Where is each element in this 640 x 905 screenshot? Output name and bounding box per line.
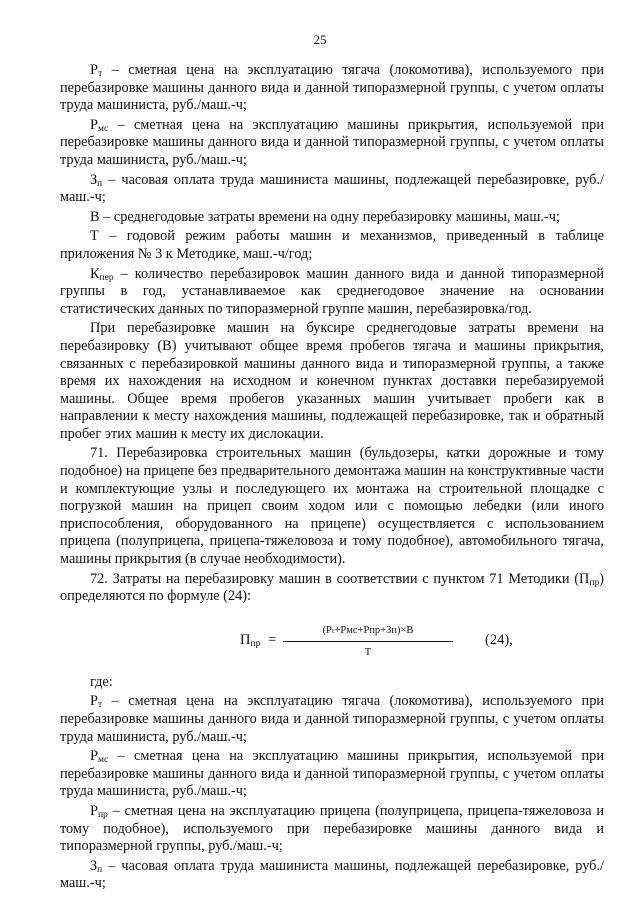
paragraph-text: – часовая оплата труда машиниста машины, подлежащей перебазировке, руб./маш.-ч; xyxy=(60,857,604,892)
formula-number: (24), xyxy=(485,631,513,648)
paragraph-text: При перебазировке машин на буксире среднегодовые затраты времени на перебазировку (В) учитывают общее время пробегов тягача и машины прикрытия, связанных с перебазировкой машины данного вида и типоразмерной группы, а также время их нахождения на исходном и конечном пунктах доставки перебазируемой машины. Общее время пробегов указанных машин учитывает пробеги как в направлении к месту нахождения машины, подлежащей перебазировке, так и обратный пробег этих машин к месту их дислокации. xyxy=(60,320,604,442)
symbol: P xyxy=(90,116,98,133)
symbol: P xyxy=(90,802,98,819)
paragraph-text: – сметная цена на эксплуатацию машины прикрытия, используемой при перебазировке машины данного вида и данной типоразмерной группы, с учетом оплаты труда машиниста, руб./маш.-ч; xyxy=(60,116,604,168)
symbol: В xyxy=(90,208,100,225)
paragraph xyxy=(60,117,604,170)
formula-fraction xyxy=(283,622,453,662)
symbol: P xyxy=(90,62,98,78)
symbol-subscript: т xyxy=(97,700,103,711)
formula-numerator: (Pₜ+Pмс+Pпр+Зп)×B xyxy=(283,622,453,643)
paragraph-text: – часовая оплата труда машиниста машины, подлежащей перебазировке, руб./маш.-ч; xyxy=(60,171,604,206)
symbol-subscript: п xyxy=(97,864,103,875)
symbol-subscript: пер xyxy=(99,272,114,283)
paragraph xyxy=(60,228,604,263)
paragraph-text: – среднегодовые затраты времени на одну перебазировку машины, маш.-ч; xyxy=(99,208,560,225)
symbol-subscript: п xyxy=(97,178,103,189)
symbol: З xyxy=(90,857,98,874)
formula-lhs: $П_{пр}$ xyxy=(240,631,261,649)
paragraph-text: 72. Затраты на перебазировку машин в соответствии с пунктом 71 Методики (П xyxy=(90,570,590,587)
paragraph xyxy=(60,209,604,227)
paragraph xyxy=(60,445,604,568)
page-body xyxy=(60,62,604,895)
symbol: К xyxy=(90,265,100,282)
paragraph xyxy=(60,858,604,893)
paragraph xyxy=(60,62,604,115)
symbol-subscript: т xyxy=(97,69,103,79)
formula-24 xyxy=(60,616,604,670)
paragraph-text: – количество перебазировок машин данного вида и данной типоразмерной группы в год, устанавливаемое как среднегодовое значение на основании статистических данных по типоразмерной группе машин, перебазировка/год. xyxy=(60,265,604,317)
formula-denominator: T xyxy=(364,647,372,659)
paragraph-text: – годовой режим работы машин и механизмов, приведенный в таблице приложения № 3 к Методике, маш.-ч/год; xyxy=(60,228,604,262)
definitions-top xyxy=(60,62,604,606)
symbol: З xyxy=(90,171,98,188)
paragraph xyxy=(60,803,604,856)
definitions-bottom xyxy=(60,693,604,893)
symbol-subscript: мс xyxy=(97,123,109,134)
symbol-subscript: мс xyxy=(97,755,109,766)
paragraph xyxy=(60,571,604,606)
page-number: 25 xyxy=(313,32,327,47)
symbol: P xyxy=(90,748,98,765)
paragraph xyxy=(60,172,604,207)
symbol: P xyxy=(90,693,98,710)
paragraph-text: – сметная цена на эксплуатацию прицепа (полуприцепа, прицепа-тяжеловоза и тому подобное), используемого при перебазировке машины данного вида и типоразмерной группы, руб./маш.-ч; xyxy=(60,802,604,855)
paragraph-text: – сметная цена на эксплуатацию тягача (локомотива), используемого при перебазировке машины данного вида и данной типоразмерной группы, с учетом оплаты труда машиниста, руб./маш.-ч; xyxy=(60,693,604,745)
formula-equals: = xyxy=(268,631,277,648)
symbol-subscript: пр xyxy=(97,809,108,820)
where-label: где: xyxy=(90,673,113,690)
symbol: Т xyxy=(90,228,99,245)
paragraph xyxy=(60,748,604,801)
paragraph-text: – сметная цена на эксплуатацию машины прикрытия, используемой при перебазировке машины данного вида и данной типоразмерной группы, с учетом оплаты труда машиниста, руб./маш.-ч; xyxy=(60,748,604,800)
paragraph-text: – сметная цена на эксплуатацию тягача (локомотива), используемого при перебазировке машины данного вида и данной типоразмерной группы, с учетом оплаты труда машиниста, руб./маш.-ч; xyxy=(60,62,604,114)
paragraph-text-tail: ) определяются по формуле (24): xyxy=(60,570,604,605)
paragraph xyxy=(60,693,604,746)
paragraph-text: 71. Перебазировка строительных машин (бульдозеры, катки дорожные и тому подобное) на прицепе без предварительного демонтажа машин на конструктивные части и комплектующие узлы и последующего их монтажа на строительной площадке с погрузкой машин на прицеп своим ходом или с помощью лебедки (или иного приспособления, оборудованного на прицепе) осуществляется с использованием прицепа (полуприцепа, прицепа-тяжеловоза и тому подобное), автомобильного тягача, машины прикрытия (в случае необходимости). xyxy=(60,445,604,568)
paragraph xyxy=(60,320,604,443)
inline-subscript: пр xyxy=(589,577,600,588)
paragraph xyxy=(60,266,604,319)
